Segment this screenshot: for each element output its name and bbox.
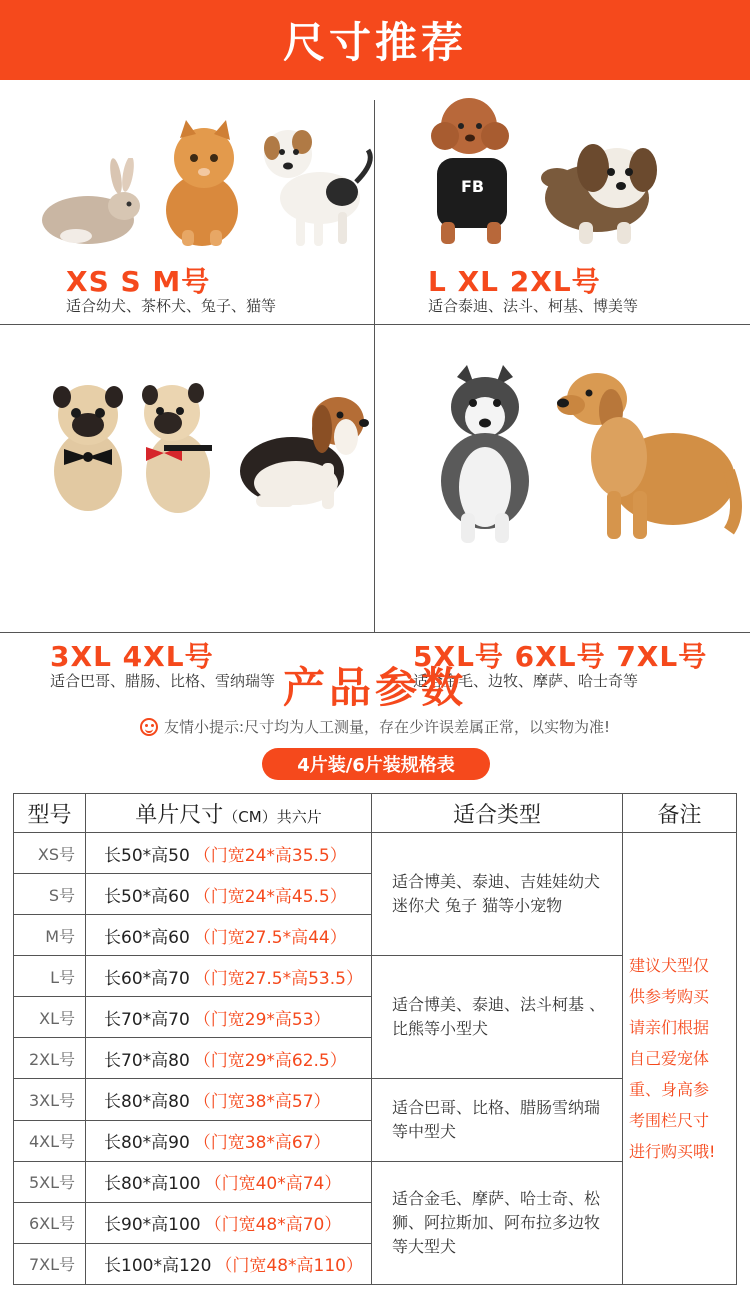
- row-model: XS号: [14, 833, 86, 874]
- row-size-dims: 长80*高90: [104, 1133, 190, 1154]
- size-fit-3xl-4xl: 适合巴哥、腊肠、比格、雪纳瑞等: [50, 672, 276, 690]
- row-model: L号: [14, 956, 86, 997]
- header-size-unit: （CM）共六片: [223, 807, 322, 826]
- banner-title: 尺寸推荐: [282, 18, 467, 67]
- size-label-5xl-6xl-7xl: 5XL号 6XL号 7XL号: [413, 640, 708, 673]
- kitten-image: [152, 118, 252, 248]
- grid-divider-bottom: [0, 632, 750, 633]
- row-door-size: （门宽27.5*高44）: [193, 927, 347, 948]
- puppy-image: [258, 122, 378, 248]
- row-size: [86, 915, 372, 956]
- row-model: 2XL号: [14, 1038, 86, 1079]
- header-fit: 适合类型: [372, 794, 623, 833]
- table-row: [14, 833, 737, 874]
- row-door-size: （门宽38*高67）: [193, 1133, 331, 1154]
- row-door-size: （门宽48*高70）: [204, 1215, 342, 1236]
- row-model: 3XL号: [14, 1079, 86, 1120]
- row-size-dims: 长50*高60: [104, 886, 190, 907]
- row-size-dims: 长60*高60: [104, 927, 190, 948]
- svg-text:FB: FB: [461, 177, 485, 196]
- size-fit-l-xl-2xl: 适合泰迪、法斗、柯基、博美等: [428, 297, 639, 315]
- row-size: [86, 1243, 372, 1284]
- header-size: [86, 794, 372, 833]
- row-size: [86, 1202, 372, 1243]
- row-door-size: （门宽40*高74）: [204, 1174, 342, 1195]
- row-size: [86, 1120, 372, 1161]
- size-cell-large: [0, 325, 374, 690]
- row-size-dims: 长60*高70: [104, 968, 190, 989]
- row-door-size: （门宽48*高110）: [215, 1256, 363, 1277]
- header-note: 备注: [623, 794, 737, 833]
- size-cell-xlarge: [375, 325, 750, 690]
- row-size: [86, 956, 372, 997]
- row-door-size: （门宽38*高57）: [193, 1092, 331, 1112]
- row-door-size: （门宽29*高53）: [193, 1009, 331, 1030]
- pug-bowtie-image: [136, 375, 220, 517]
- tip-row: [0, 716, 750, 737]
- size-label-3xl-4xl: 3XL 4XL号: [50, 640, 214, 673]
- row-door-size: （门宽24*高35.5）: [193, 845, 347, 866]
- header-model: 型号: [14, 794, 86, 833]
- size-cell-small: [0, 80, 374, 324]
- size-label-xs-s-m: XS S M号: [66, 265, 211, 298]
- row-door-size: （门宽29*高62.5）: [193, 1050, 347, 1071]
- row-model: 7XL号: [14, 1243, 86, 1284]
- size-fit-5xl-6xl-7xl: 适合金毛、边牧、摩萨、哈士奇等: [413, 672, 639, 690]
- purchase-note: 建议犬型仅 供参考购买 请亲们根据 自己爱宠体 重、身高参 考围栏尺寸 进行购买哦!: [623, 833, 737, 1285]
- row-size-dims: 长70*高80: [104, 1050, 190, 1071]
- fit-group-medium-dogs: 适合巴哥、比格、腊肠雪纳瑞等中型犬: [372, 1079, 623, 1161]
- row-size-dims: 长70*高70: [104, 1009, 190, 1030]
- poodle-image: [425, 96, 521, 246]
- row-size-dims: 长100*高120: [104, 1256, 212, 1277]
- tip-text: 友情小提示:尺寸均为人工测量，存在少许误差属正常，以实物为准!: [163, 718, 611, 736]
- row-model: XL号: [14, 997, 86, 1038]
- row-size-dims: 长80*高100: [104, 1174, 201, 1195]
- header-banner: [0, 0, 750, 80]
- husky-image: [423, 363, 547, 543]
- row-model: 5XL号: [14, 1161, 86, 1202]
- fit-group-small-dogs: 适合博美、泰迪、法斗柯基 、比熊等小型犬: [372, 956, 623, 1079]
- fit-group-small: 适合博美、泰迪、吉娃娃幼犬 迷你犬 兔子 猫等小宠物: [372, 833, 623, 956]
- beagle-image: [226, 367, 376, 517]
- smile-icon: [140, 718, 158, 736]
- row-size-dims: 长90*高100: [104, 1215, 201, 1236]
- row-size-dims: 长50*高50: [104, 845, 190, 866]
- spec-pill: 4片装/6片装规格表: [262, 748, 490, 780]
- row-model: 6XL号: [14, 1202, 86, 1243]
- rabbit-image: [36, 158, 146, 248]
- row-size: [86, 997, 372, 1038]
- row-model: 4XL号: [14, 1120, 86, 1161]
- row-size: [86, 833, 372, 874]
- row-door-size: （门宽27.5*高53.5）: [193, 968, 363, 989]
- row-size: [86, 1161, 372, 1202]
- size-label-l-xl-2xl: L XL 2XL号: [428, 265, 601, 298]
- table-header-row: [14, 794, 737, 833]
- params-title: 产品参数: [282, 663, 467, 712]
- pug-image: [46, 375, 130, 517]
- row-model: M号: [14, 915, 86, 956]
- row-size: [86, 1079, 372, 1120]
- fit-group-large-dogs: 适合金毛、摩萨、哈士奇、松狮、阿拉斯加、阿布拉多边牧等大型犬: [372, 1161, 623, 1284]
- header-size-label: 单片尺寸: [135, 802, 224, 828]
- golden-retriever-image: [553, 361, 743, 543]
- row-size: [86, 874, 372, 915]
- size-cell-medium: [375, 80, 750, 324]
- size-fit-xs-s-m: 适合幼犬、茶杯犬、兔子、猫等: [66, 297, 277, 315]
- row-size-dims: 长80*高80: [104, 1092, 190, 1112]
- row-door-size: （门宽24*高45.5）: [193, 886, 347, 907]
- shihtzu-image: [527, 118, 667, 246]
- row-size: [86, 1038, 372, 1079]
- spec-table: [13, 793, 737, 1285]
- row-model: S号: [14, 874, 86, 915]
